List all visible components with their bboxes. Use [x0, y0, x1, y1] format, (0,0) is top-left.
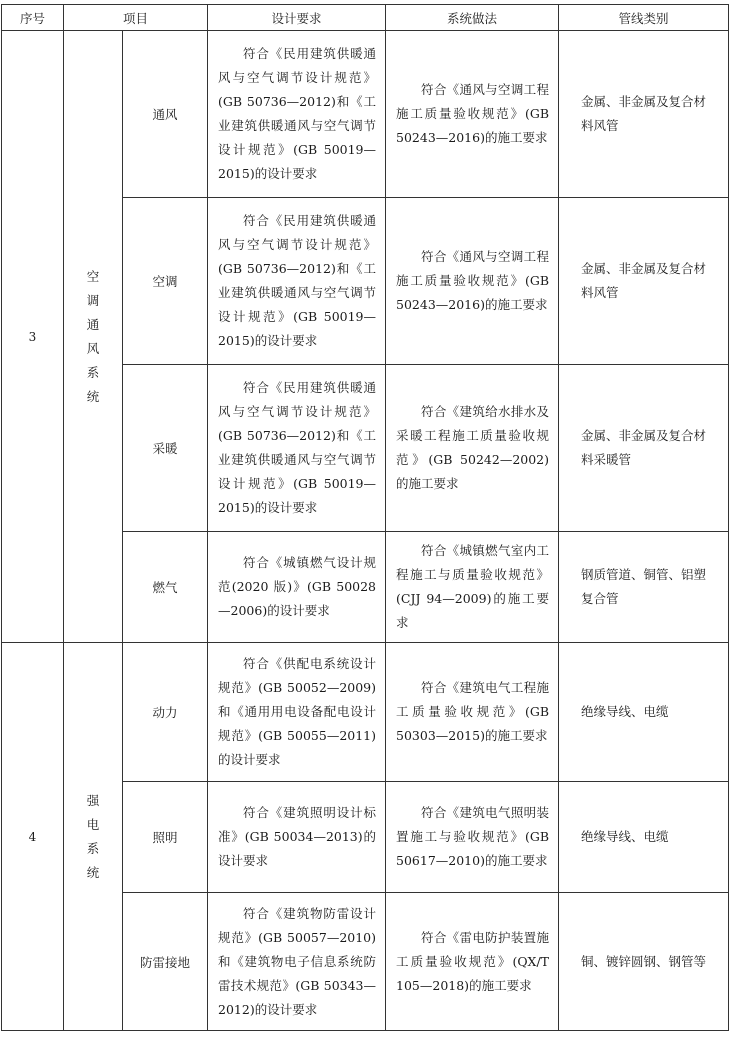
design-requirement-cell — [208, 198, 386, 365]
system-method-cell — [386, 643, 559, 782]
sub-item: 采暖 — [123, 365, 208, 532]
pipe-type: 金属、非金属及复合材料采暖管 — [559, 365, 729, 532]
group-number: 4 — [2, 643, 64, 1031]
header-no: 序号 — [2, 5, 64, 31]
design-requirement: 符合《建筑物防雷设计规范》(GB 50057—2010)和《建筑物电子信息系统防雷技术规范》(GB 50343—2012)的设计要求 — [218, 905, 377, 1017]
system-method-cell — [386, 782, 559, 893]
pipe-type: 钢质管道、铜管、铝塑复合管 — [559, 532, 729, 643]
spec-table — [1, 4, 729, 1031]
system-method: 符合《雷电防护装置施工质量验收规范》(QX/T 105—2018)的施工要求 — [396, 929, 550, 993]
system-method: 符合《建筑给水排水及采暖工程施工质量验收规范》(GB 50242—2002)的施工要求 — [396, 404, 550, 491]
pipe-type: 铜、镀锌圆钢、钢管等 — [559, 893, 729, 1031]
system-method-cell — [386, 198, 559, 365]
sub-item: 燃气 — [123, 532, 208, 643]
sub-item: 照明 — [123, 782, 208, 893]
design-requirement-cell — [208, 31, 386, 198]
header-design: 设计要求 — [208, 5, 386, 31]
table-row — [2, 643, 729, 782]
design-requirement-cell — [208, 782, 386, 893]
sub-item: 通风 — [123, 31, 208, 198]
system-method: 符合《通风与空调工程施工质量验收规范》(GB 50243—2016)的施工要求 — [396, 82, 550, 145]
design-requirement-cell — [208, 893, 386, 1031]
system-method: 符合《建筑电气工程施工质量验收规范》(GB 50303—2015)的施工要求 — [396, 680, 550, 743]
design-requirement: 符合《民用建筑供暖通风与空气调节设计规范》(GB 50736—2012)和《工业建筑供暖通风与空气调节设计规范》(GB 50019—2015)的设计要求 — [218, 46, 377, 181]
pipe-type: 金属、非金属及复合材料风管 — [559, 31, 729, 198]
group-name: 强电系统 — [86, 792, 100, 880]
pipe-type: 绝缘导线、电缆 — [559, 782, 729, 893]
header-pipe: 管线类别 — [559, 5, 729, 31]
design-requirement: 符合《建筑照明设计标准》(GB 50034—2013)的设计要求 — [218, 805, 377, 868]
system-method: 符合《城镇燃气室内工程施工与质量验收规范》(CJJ 94—2009)的施工要求 — [396, 543, 550, 630]
table-row — [2, 31, 729, 198]
sub-item: 防雷接地 — [123, 893, 208, 1031]
sub-item: 空调 — [123, 198, 208, 365]
design-requirement-cell — [208, 365, 386, 532]
design-requirement: 符合《民用建筑供暖通风与空气调节设计规范》(GB 50736—2012)和《工业建筑供暖通风与空气调节设计规范》(GB 50019—2015)的设计要求 — [218, 380, 377, 515]
design-requirement: 符合《民用建筑供暖通风与空气调节设计规范》(GB 50736—2012)和《工业建筑供暖通风与空气调节设计规范》(GB 50019—2015)的设计要求 — [218, 213, 377, 348]
pipe-type: 绝缘导线、电缆 — [559, 643, 729, 782]
design-requirement-cell — [208, 532, 386, 643]
pipe-type: 金属、非金属及复合材料风管 — [559, 198, 729, 365]
system-method-cell — [386, 893, 559, 1031]
group-number: 3 — [2, 31, 64, 643]
header-item: 项目 — [64, 5, 208, 31]
system-method: 符合《通风与空调工程施工质量验收规范》(GB 50243—2016)的施工要求 — [396, 249, 550, 312]
group-name-cell — [64, 643, 123, 1031]
design-requirement-cell — [208, 643, 386, 782]
system-method: 符合《建筑电气照明装置施工与验收规范》(GB 50617—2010)的施工要求 — [396, 805, 550, 868]
system-method-cell — [386, 365, 559, 532]
system-method-cell — [386, 31, 559, 198]
system-method-cell — [386, 532, 559, 643]
sub-item: 动力 — [123, 643, 208, 782]
design-requirement: 符合《城镇燃气设计规范(2020 版)》(GB 50028—2006)的设计要求 — [218, 555, 377, 618]
header-method: 系统做法 — [386, 5, 559, 31]
group-name-cell — [64, 31, 123, 643]
design-requirement: 符合《供配电系统设计规范》(GB 50052—2009)和《通用用电设备配电设计规范》(GB 50055—2011)的设计要求 — [218, 656, 377, 767]
group-name: 空调通风系统 — [86, 268, 100, 404]
header-row — [2, 5, 729, 31]
